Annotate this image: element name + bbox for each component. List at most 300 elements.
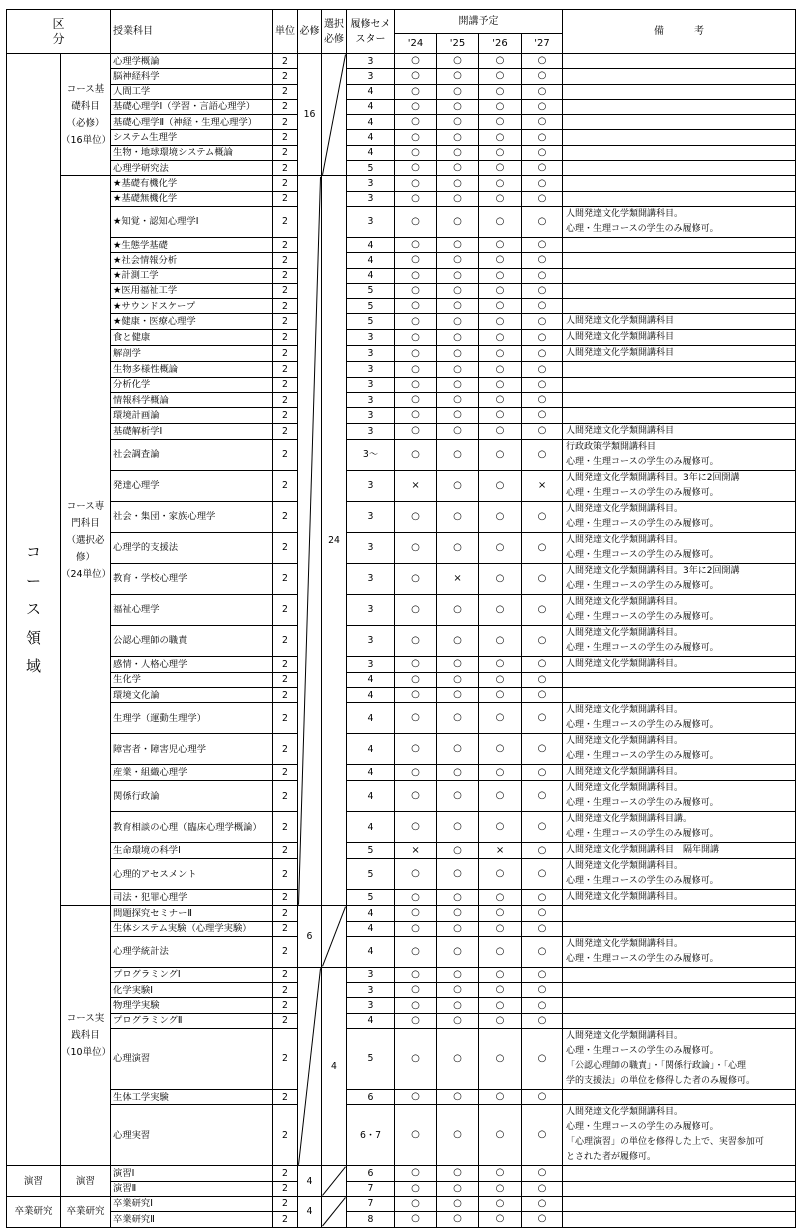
units-cell: 2: [273, 936, 298, 967]
year-mark-25: ○: [437, 1196, 479, 1211]
year-mark-24: ○: [395, 532, 437, 563]
semester-cell: 3: [347, 346, 395, 362]
table-row: [7, 1013, 796, 1028]
remarks-cell: [563, 890, 796, 906]
year-mark-25: ○: [437, 1029, 479, 1090]
year-mark-25: ○: [437, 812, 479, 843]
remarks-cell: [563, 1090, 796, 1105]
subject-cell: 生理学（運動生理学）: [111, 703, 273, 734]
semester-cell: 4: [347, 921, 395, 936]
year-mark-26: ○: [479, 237, 522, 252]
units-cell: 2: [273, 890, 298, 906]
year-mark-24: ○: [395, 672, 437, 687]
year-mark-24: ○: [395, 1212, 437, 1227]
year-mark-26: ○: [479, 299, 522, 314]
year-mark-25: ○: [437, 99, 479, 114]
year-mark-26: ○: [479, 377, 522, 392]
remarks-cell: [563, 1212, 796, 1227]
semester-cell: 3: [347, 191, 395, 206]
subject-cell: 公認心理師の職責: [111, 625, 273, 656]
year-mark-24: ○: [395, 346, 437, 362]
year-mark-25: ○: [437, 625, 479, 656]
units-cell: 2: [273, 176, 298, 191]
remarks-cell: [563, 115, 796, 130]
year-mark-26: ○: [479, 656, 522, 672]
curriculum-table: [6, 9, 796, 1228]
remarks-line: 人間発達文化学類開講科目。: [566, 736, 684, 747]
year-mark-24: ○: [395, 99, 437, 114]
units-cell: 2: [273, 299, 298, 314]
subject-cell: 心理学研究法: [111, 161, 273, 176]
units-cell: 2: [273, 1212, 298, 1227]
remarks-cell: [563, 921, 796, 936]
semester-cell: 3: [347, 501, 395, 532]
semester-cell: 4: [347, 145, 395, 160]
year-mark-27: ○: [522, 890, 563, 906]
remarks-line: 「公認心理師の職責」・「関係行政論」・「心理: [566, 1061, 747, 1072]
year-mark-24: ○: [395, 1166, 437, 1181]
year-mark-24: ○: [395, 130, 437, 145]
year-mark-26: ○: [479, 563, 522, 594]
remarks-cell: [563, 906, 796, 921]
semester-cell: 4: [347, 1013, 395, 1028]
semester-cell: 5: [347, 890, 395, 906]
required-total: [298, 967, 322, 1165]
subject-cell: 心理学的支援法: [111, 532, 273, 563]
year-mark-25: ○: [437, 299, 479, 314]
subject-cell: 発達心理学: [111, 470, 273, 501]
year-mark-24: ○: [395, 906, 437, 921]
year-mark-24: ×: [395, 843, 437, 859]
units-cell: 2: [273, 314, 298, 330]
units-cell: 2: [273, 625, 298, 656]
table-row: [7, 237, 796, 252]
table-row: [7, 253, 796, 268]
year-mark-27: ○: [522, 625, 563, 656]
remarks-line: 人間発達文化学類開講科目。: [566, 208, 684, 219]
year-mark-24: ○: [395, 314, 437, 330]
year-mark-27: ○: [522, 268, 563, 283]
units-cell: 2: [273, 84, 298, 99]
remarks-cell: [563, 161, 796, 176]
remarks-line: 心理・生理コースの学生のみ履修可。: [566, 611, 719, 622]
year-mark-24: ○: [395, 890, 437, 906]
year-mark-25: ○: [437, 470, 479, 501]
table-row: [7, 283, 796, 298]
remarks-cell: [563, 84, 796, 99]
subject-cell: 環境文化論: [111, 687, 273, 702]
remarks-cell: [563, 393, 796, 408]
year-mark-24: ○: [395, 687, 437, 702]
semester-cell: 3: [347, 563, 395, 594]
remarks-cell: [563, 812, 796, 843]
header-units: 単位: [273, 10, 298, 54]
semester-cell: 4: [347, 703, 395, 734]
semester-cell: 3: [347, 330, 395, 346]
remarks-cell: [563, 253, 796, 268]
table-row: [7, 393, 796, 408]
units-cell: 2: [273, 812, 298, 843]
table-row: [7, 983, 796, 998]
subject-cell: 生物多様性概論: [111, 362, 273, 377]
year-mark-24: ○: [395, 161, 437, 176]
year-mark-25: ○: [437, 283, 479, 298]
year-mark-25: ○: [437, 330, 479, 346]
year-mark-24: ○: [395, 299, 437, 314]
table-row: [7, 99, 796, 114]
semester-cell: 6: [347, 1166, 395, 1181]
semester-cell: 3: [347, 54, 395, 69]
elective-total: 4: [322, 967, 347, 1165]
remarks-line: とされた者が履修可。: [566, 1152, 657, 1163]
subject-cell: ★健康・医療心理学: [111, 314, 273, 330]
year-mark-26: ○: [479, 921, 522, 936]
required-total: 4: [298, 1196, 322, 1227]
year-mark-26: ○: [479, 176, 522, 191]
subject-cell: 司法・犯罪心理学: [111, 890, 273, 906]
remarks-cell: [563, 532, 796, 563]
elective-total: [322, 1196, 347, 1227]
year-mark-26: ○: [479, 1212, 522, 1227]
year-mark-25: ○: [437, 253, 479, 268]
year-mark-26: ○: [479, 734, 522, 765]
units-cell: 2: [273, 99, 298, 114]
semester-cell: 4: [347, 936, 395, 967]
remarks-line: 人間発達文化学類開講科目。3年に2回開講: [566, 472, 740, 483]
year-mark-26: ○: [479, 161, 522, 176]
section-label: 卒業研究: [7, 1196, 61, 1227]
table-row: [7, 130, 796, 145]
header-semester: 履修セメ スター: [347, 10, 395, 54]
year-mark-26: ○: [479, 130, 522, 145]
year-mark-26: ○: [479, 408, 522, 423]
table-row: [7, 765, 796, 781]
remarks-line: 心理・生理コースの学生のみ履修可。: [566, 751, 719, 762]
year-mark-27: ○: [522, 1196, 563, 1211]
year-mark-27: ○: [522, 1166, 563, 1181]
units-cell: 2: [273, 703, 298, 734]
units-cell: 2: [273, 130, 298, 145]
remarks-cell: [563, 687, 796, 702]
year-mark-26: ○: [479, 1029, 522, 1090]
category-label: 卒業研究: [61, 1196, 111, 1227]
table-row: [7, 906, 796, 921]
units-cell: 2: [273, 330, 298, 346]
subject-cell: 脳神経科学: [111, 69, 273, 84]
year-mark-25: ○: [437, 1090, 479, 1105]
year-mark-27: ×: [522, 470, 563, 501]
year-mark-25: ○: [437, 314, 479, 330]
table-row: [7, 1212, 796, 1227]
year-mark-25: ○: [437, 921, 479, 936]
units-cell: 2: [273, 362, 298, 377]
remarks-cell: [563, 859, 796, 890]
year-mark-26: ○: [479, 532, 522, 563]
year-mark-24: ○: [395, 936, 437, 967]
elective-total: [322, 1166, 347, 1197]
year-mark-27: ○: [522, 237, 563, 252]
remarks-cell: [563, 563, 796, 594]
year-mark-24: ○: [395, 859, 437, 890]
remarks-cell: [563, 1029, 796, 1090]
remarks-cell: [563, 439, 796, 470]
units-cell: 2: [273, 1013, 298, 1028]
table-row: [7, 84, 796, 99]
year-mark-26: ○: [479, 1105, 522, 1166]
subject-cell: 問題探究セミナーⅡ: [111, 906, 273, 921]
year-mark-26: ○: [479, 362, 522, 377]
year-mark-27: ○: [522, 84, 563, 99]
semester-cell: 3: [347, 176, 395, 191]
table-row: [7, 299, 796, 314]
units-cell: 2: [273, 268, 298, 283]
year-mark-27: ○: [522, 734, 563, 765]
year-mark-25: ○: [437, 734, 479, 765]
remarks-line: 人間発達文化学類開講科目。: [566, 938, 684, 949]
units-cell: 2: [273, 423, 298, 439]
year-mark-27: ○: [522, 161, 563, 176]
subject-cell: プログラミングⅡ: [111, 1013, 273, 1028]
subject-cell: 障害者・障害児心理学: [111, 734, 273, 765]
remarks-cell: [563, 191, 796, 206]
year-mark-25: ○: [437, 906, 479, 921]
table-row: [7, 206, 796, 237]
remarks-cell: [563, 983, 796, 998]
remarks-cell: [563, 501, 796, 532]
remarks-line: 人間発達文化学類開講科目。: [566, 705, 684, 716]
year-mark-26: ○: [479, 115, 522, 130]
units-cell: 2: [273, 672, 298, 687]
units-cell: 2: [273, 998, 298, 1013]
remarks-line: 心理・生理コースの学生のみ履修可。: [566, 1046, 719, 1057]
units-cell: 2: [273, 191, 298, 206]
units-cell: 2: [273, 983, 298, 998]
semester-cell: 6: [347, 1090, 395, 1105]
units-cell: 2: [273, 594, 298, 625]
subject-cell: 生化学: [111, 672, 273, 687]
remarks-cell: [563, 130, 796, 145]
year-mark-27: ○: [522, 812, 563, 843]
semester-cell: 4: [347, 812, 395, 843]
units-cell: 2: [273, 1029, 298, 1090]
year-mark-26: ○: [479, 470, 522, 501]
table-row: [7, 1166, 796, 1181]
year-mark-24: ○: [395, 656, 437, 672]
units-cell: 2: [273, 439, 298, 470]
remarks-cell: [563, 330, 796, 346]
year-mark-27: ○: [522, 563, 563, 594]
table-row: [7, 1196, 796, 1211]
year-mark-24: ○: [395, 1013, 437, 1028]
remarks-cell: [563, 377, 796, 392]
year-mark-25: ○: [437, 206, 479, 237]
year-mark-24: ○: [395, 1105, 437, 1166]
remarks-cell: [563, 1181, 796, 1196]
remarks-cell: [563, 765, 796, 781]
year-mark-24: ○: [395, 115, 437, 130]
subject-cell: 生体システム実験（心理学実験）: [111, 921, 273, 936]
year-mark-24: ○: [395, 176, 437, 191]
remarks-line: 人間発達文化学類開講科目。: [566, 892, 684, 903]
table-row: [7, 967, 796, 982]
year-mark-27: ○: [522, 1181, 563, 1196]
year-mark-24: ○: [395, 191, 437, 206]
units-cell: 2: [273, 656, 298, 672]
subject-cell: ★基礎無機化学: [111, 191, 273, 206]
remarks-cell: [563, 237, 796, 252]
subject-cell: 演習Ⅱ: [111, 1181, 273, 1196]
subject-cell: 物理学実験: [111, 998, 273, 1013]
table-row: [7, 532, 796, 563]
semester-cell: 3～: [347, 439, 395, 470]
year-mark-24: ○: [395, 237, 437, 252]
table-row: [7, 703, 796, 734]
semester-cell: 4: [347, 130, 395, 145]
year-mark-24: ○: [395, 1181, 437, 1196]
semester-cell: 5: [347, 299, 395, 314]
year-mark-24: ○: [395, 563, 437, 594]
year-mark-26: ×: [479, 843, 522, 859]
remarks-line: 人間発達文化学類開講科目: [566, 316, 675, 327]
year-mark-25: ○: [437, 130, 479, 145]
table-row: [7, 176, 796, 191]
year-mark-27: ○: [522, 54, 563, 69]
semester-cell: 4: [347, 268, 395, 283]
year-mark-25: ○: [437, 594, 479, 625]
required-total: [298, 176, 322, 906]
subject-cell: ★生態学基礎: [111, 237, 273, 252]
units-cell: 2: [273, 206, 298, 237]
year-mark-27: ○: [522, 439, 563, 470]
year-mark-27: ○: [522, 130, 563, 145]
year-mark-26: ○: [479, 1090, 522, 1105]
semester-cell: 3: [347, 983, 395, 998]
year-mark-25: ○: [437, 69, 479, 84]
units-cell: 2: [273, 54, 298, 69]
remarks-line: 心理・生理コースの学生のみ履修可。: [566, 798, 719, 809]
year-mark-26: ○: [479, 1013, 522, 1028]
year-mark-27: ○: [522, 687, 563, 702]
year-mark-27: ○: [522, 408, 563, 423]
semester-cell: 3: [347, 377, 395, 392]
table-row: [7, 812, 796, 843]
remarks-cell: [563, 314, 796, 330]
semester-cell: 8: [347, 1212, 395, 1227]
remarks-line: 人間発達文化学類開講科目。: [566, 783, 684, 794]
subject-cell: 産業・組織心理学: [111, 765, 273, 781]
remarks-cell: [563, 843, 796, 859]
year-mark-26: ○: [479, 906, 522, 921]
header-required: 必修: [298, 10, 322, 54]
year-mark-24: ○: [395, 393, 437, 408]
year-mark-25: ×: [437, 563, 479, 594]
year-mark-24: ○: [395, 377, 437, 392]
year-mark-26: ○: [479, 1166, 522, 1181]
year-mark-25: ○: [437, 1166, 479, 1181]
units-cell: 2: [273, 161, 298, 176]
table-row: [7, 115, 796, 130]
units-cell: 2: [273, 393, 298, 408]
units-cell: 2: [273, 237, 298, 252]
year-mark-27: ○: [522, 115, 563, 130]
table-row: [7, 191, 796, 206]
units-cell: 2: [273, 145, 298, 160]
year-mark-25: ○: [437, 346, 479, 362]
remarks-line: 心理・生理コースの学生のみ履修可。: [566, 1122, 719, 1133]
year-mark-25: ○: [437, 115, 479, 130]
section-label: 演習: [7, 1166, 61, 1197]
remarks-line: 心理・生理コースの学生のみ履修可。: [566, 876, 719, 887]
semester-cell: 5: [347, 283, 395, 298]
year-mark-26: ○: [479, 393, 522, 408]
year-mark-26: ○: [479, 781, 522, 812]
remarks-cell: [563, 206, 796, 237]
header-kubun: 区 分: [7, 10, 111, 54]
remarks-cell: [563, 967, 796, 982]
year-mark-24: ○: [395, 283, 437, 298]
year-mark-24: ○: [395, 54, 437, 69]
year-mark-27: ○: [522, 283, 563, 298]
remarks-line: 人間発達文化学類開講科目。: [566, 767, 684, 778]
subject-cell: 卒業研究Ⅰ: [111, 1196, 273, 1211]
subject-cell: 情報科学概論: [111, 393, 273, 408]
year-mark-25: ○: [437, 967, 479, 982]
year-mark-24: ○: [395, 330, 437, 346]
table-row: [7, 921, 796, 936]
required-total: 16: [298, 54, 322, 176]
semester-cell: 4: [347, 765, 395, 781]
remarks-line: 学的支援法」の単位を修得した者のみ履修可。: [566, 1076, 756, 1087]
remarks-cell: [563, 1105, 796, 1166]
subject-cell: 福祉心理学: [111, 594, 273, 625]
remarks-line: 人間発達文化学類開講科目。3年に2回開講: [566, 565, 740, 576]
year-mark-25: ○: [437, 890, 479, 906]
table-row: [7, 781, 796, 812]
remarks-line: 心理・生理コースの学生のみ履修可。: [566, 223, 719, 234]
remarks-line: 人間発達文化学類開講科目: [566, 425, 675, 436]
remarks-cell: [563, 936, 796, 967]
year-mark-26: ○: [479, 859, 522, 890]
semester-cell: 7: [347, 1196, 395, 1211]
units-cell: 2: [273, 501, 298, 532]
year-mark-27: ○: [522, 393, 563, 408]
remarks-line: 心理・生理コースの学生のみ履修可。: [566, 487, 719, 498]
year-mark-27: ○: [522, 1029, 563, 1090]
remarks-line: 人間発達文化学類開講科目。: [566, 503, 684, 514]
semester-cell: 3: [347, 998, 395, 1013]
subject-cell: 基礎解析学Ⅰ: [111, 423, 273, 439]
year-mark-24: ○: [395, 268, 437, 283]
remarks-cell: [563, 99, 796, 114]
semester-cell: 3: [347, 206, 395, 237]
semester-cell: 5: [347, 314, 395, 330]
subject-cell: ★計測工学: [111, 268, 273, 283]
table-row: [7, 890, 796, 906]
year-mark-27: ○: [522, 501, 563, 532]
table-row: [7, 687, 796, 702]
remarks-cell: [563, 346, 796, 362]
semester-cell: 4: [347, 906, 395, 921]
year-mark-24: ○: [395, 812, 437, 843]
year-mark-27: ○: [522, 145, 563, 160]
table-row: [7, 1181, 796, 1196]
year-mark-27: ○: [522, 377, 563, 392]
year-mark-25: ○: [437, 781, 479, 812]
units-cell: 2: [273, 1166, 298, 1181]
year-mark-27: ○: [522, 69, 563, 84]
year-mark-26: ○: [479, 983, 522, 998]
subject-cell: 基礎心理学Ⅱ（神経・生理心理学）: [111, 115, 273, 130]
